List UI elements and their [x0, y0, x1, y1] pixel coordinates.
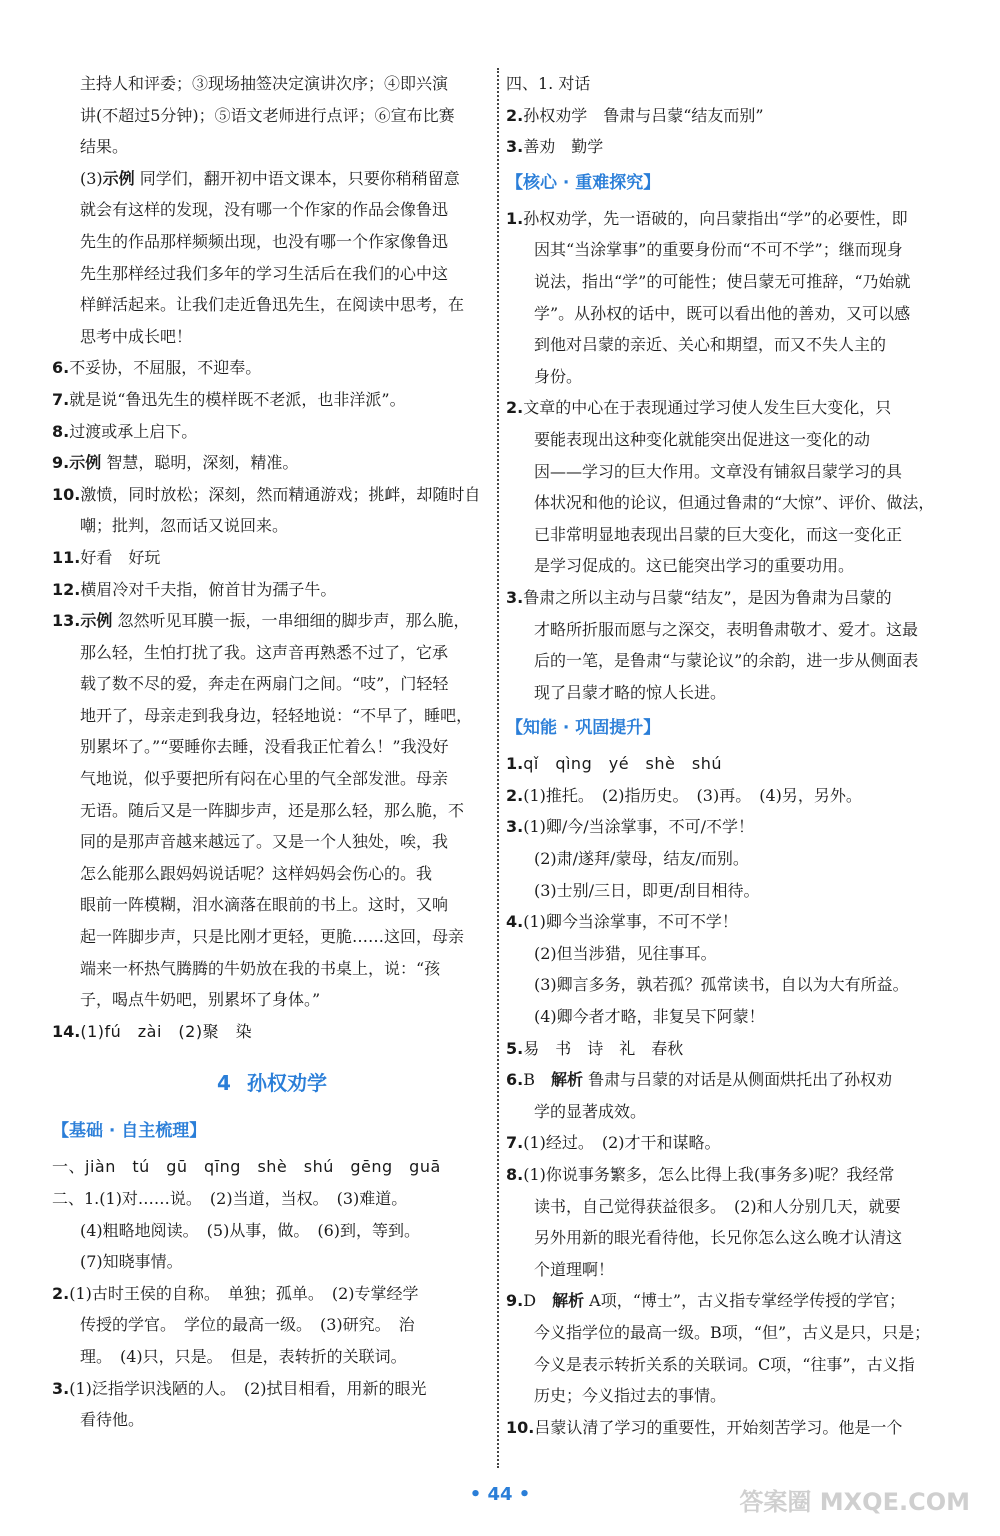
pinyin-line: 一、jiàn tú gū qīng shè shú gēng guā [52, 1157, 441, 1177]
text-line: 起一阵脚步声，只是比刚才更轻，更脆……这回，母亲 [80, 927, 465, 947]
text-line: 嘲；批判，忽而话又说回来。 [80, 516, 289, 536]
text-line: (3)士别/三日，即更/刮目相待。 [534, 880, 760, 900]
left-column [52, 68, 492, 1436]
text-line: 后的一笔，是鲁肃“与蒙论议”的余韵，进一步从侧面表 [534, 651, 919, 671]
text-line: 体状况和他的论议，但通过鲁肃的“大惊”、评价、做法， [534, 493, 935, 513]
text-line: 到他对吕蒙的亲近、关心和期望，而又不失人主的 [534, 335, 887, 355]
section-heading: 【核心 · 重难探究】 [506, 172, 661, 193]
answer-item: 3.(1)泛指学识浅陋的人。 (2)拭目相看，用新的眼光 [52, 1378, 427, 1398]
answer-item: 1.孙权劝学，先一语破的，向吕蒙指出“学”的必要性，即 [506, 208, 908, 228]
lesson-title: 4 孙权劝学 [217, 1071, 327, 1096]
answer-item: 10.激愤，同时放松；深刻，然而精通游戏；挑衅，却随时自 [52, 484, 481, 504]
text-line: 看待他。 [80, 1410, 145, 1430]
text-line: 无语。随后又是一阵脚步声，还是那么轻，那么脆，不 [80, 800, 465, 820]
text-line: 先生的作品那样频频出现，也没有哪一个作家像鲁迅 [80, 231, 449, 251]
answer-item: 5.易 书 诗 礼 春秋 [506, 1038, 684, 1058]
answer-item: 8.过渡或承上启下。 [52, 421, 198, 441]
answer-item: 9.D 解析 A项，“博士”，古义指专掌经学传授的学官； [506, 1291, 906, 1311]
answer-item: 2.文章的中心在于表现通过学习使人发生巨大变化，只 [506, 398, 892, 418]
section-heading: 【知能 · 巩固提升】 [506, 718, 661, 739]
text-line: 思考中成长吧！ [80, 326, 193, 346]
answer-item: 8.(1)你说事务繁多，怎么比得上我(事务多)呢？我经常 [506, 1165, 895, 1184]
text-line: 主持人和评委；③现场抽签决定演讲次序；④即兴演 [80, 74, 449, 93]
answer-item: 7.(1)经过。 (2)才干和谋略。 [506, 1133, 721, 1153]
text-line: (2)但当涉猎，见往事耳。 [534, 943, 717, 963]
column-divider [497, 68, 499, 1468]
answer-item: 10.吕蒙认清了学习的重要性，开始刻苦学习。他是一个 [506, 1417, 903, 1437]
text-line: 已非常明显地表现出吕蒙的巨大变化，而这一变化正 [534, 524, 903, 544]
text-line: 眼前一阵模糊，泪水滴落在眼前的书上。这时，又响 [80, 895, 449, 915]
text-line: 因其“当涂掌事”的重要身份而“不可不学”；继而现身 [534, 240, 903, 260]
answer-item: 1.qǐ qìng yé shè shú [506, 754, 722, 774]
answer-item: 3.善劝 勤学 [506, 137, 604, 157]
text-line: 身份。 [534, 366, 583, 386]
text-line: 今义指学位的最高一级。B项，“但”，古义是只，只是； [534, 1322, 931, 1342]
text-line: 怎么能那么跟妈妈说话呢？这样妈妈会伤心的。我 [80, 863, 433, 883]
text-line: 那么轻，生怕打扰了我。这声音再熟悉不过了，它承 [80, 642, 449, 662]
text-line: (4)卿今者才略，非复吴下阿蒙！ [534, 1007, 765, 1027]
answer-item: 7.就是说“鲁迅先生的模样既不老派，也非洋派”。 [52, 389, 406, 409]
text-line: 别累坏了。”“要睡你去睡，没看我正忙着么！”我没好 [80, 737, 449, 757]
answer-item: 9.示例 智慧，聪明，深刻，精准。 [52, 453, 299, 473]
text-line: 载了数不尽的爱，奔走在两扇门之间。“吱”，门轻轻 [80, 674, 449, 694]
answer-item: 6.不妥协，不屈服，不迎奉。 [52, 358, 262, 378]
text-line: 历史；今义指过去的事情。 [534, 1386, 727, 1406]
answer-item: 14.(1)fú zài (2)聚 染 [52, 1021, 253, 1041]
answer-item: 二、1.(1)对……说。 (2)当道，当权。 (3)难道。 [52, 1189, 408, 1208]
answer-item: 2.(1)古时王侯的自称。 单独；孤单。 (2)专掌经学 [52, 1283, 419, 1303]
page-number: • 44 • [469, 1484, 531, 1505]
text-line: 讲(不超过5分钟)；⑤语文老师进行点评；⑥宣布比赛 [80, 105, 455, 125]
text-line: 个道理啊！ [534, 1259, 615, 1279]
answer-item: 2.孙权劝学 鲁肃与吕蒙“结友而别” [506, 105, 764, 125]
text-line: 端来一杯热气腾腾的牛奶放在我的书桌上，说：“孩 [80, 958, 441, 978]
answer-item: 13.示例 忽然听见耳膜一振，一串细细的脚步声，那么脆， [52, 611, 470, 631]
text-line: 因——学习的巨大作用。文章没有铺叙吕蒙学习的具 [534, 461, 903, 481]
answer-item: 4.(1)卿今当涂掌事，不可不学！ [506, 912, 738, 932]
text-line: 是学习促成的。这已能突出学习的重要功用。 [534, 556, 855, 576]
text-line: (3)卿言多务，孰若孤？孤常读书，自以为大有所益。 [534, 975, 909, 995]
text-line: (4)粗略地阅读。 (5)从事，做。 (6)到，等到。 [80, 1220, 420, 1240]
text-line: 传授的学官。 学位的最高一级。 (3)研究。 治 [80, 1315, 415, 1335]
answer-item: 11.好看 好玩 [52, 547, 161, 567]
text-line: 现了吕蒙才略的惊人长进。 [534, 682, 727, 702]
answer-item: 3.(1)卿/今/当涂掌事，不可/不学！ [506, 817, 755, 837]
text-line: 结果。 [80, 137, 129, 157]
answer-item: (3)示例 同学们，翻开初中语文课本，只要你稍稍留意 [80, 168, 460, 188]
text-line: 说法，指出“学”的可能性；使吕蒙无可推辞，“乃始就 [534, 271, 911, 291]
text-line: 另外用新的眼光看待他，长兄你怎么这么晚才认清这 [534, 1228, 903, 1248]
text-line: 地开了，母亲走到我身边，轻轻地说：“不早了，睡吧， [80, 705, 473, 725]
text-line: 读书，自己觉得获益很多。 (2)和人分别几天，就要 [534, 1196, 901, 1216]
text-line: (2)肃/遂拜/蒙母，结友/而别。 [534, 849, 749, 869]
answer-item: 3.鲁肃之所以主动与吕蒙“结友”，是因为鲁肃为吕蒙的 [506, 587, 892, 607]
text-line: 才略所折服而愿与之深交，表明鲁肃敬才、爱才。这最 [534, 619, 919, 639]
text-line: 学的显著成效。 [534, 1101, 647, 1121]
text-line: (7)知晓事情。 [80, 1252, 183, 1272]
right-column [506, 68, 958, 1443]
text-line: 要能表现出这种变化就能突出促进这一变化的动 [534, 429, 871, 449]
text-line: 就会有这样的发现，没有哪一个作家的作品会像鲁迅 [80, 200, 449, 220]
text-line: 今义是表示转折关系的关联词。C项，“往事”，古义指 [534, 1354, 915, 1374]
section-heading: 【基础 · 自主梳理】 [52, 1121, 207, 1142]
answer-item: 6.B 解析 鲁肃与吕蒙的对话是从侧面烘托出了孙权劝 [506, 1070, 893, 1090]
text-line: 样鲜活起来。让我们走近鲁迅先生，在阅读中思考，在 [80, 295, 465, 315]
text-line: 子，喝点牛奶吧，别累坏了身体。” [80, 990, 321, 1010]
watermark: 答案圈 MXQE.COM [739, 1488, 970, 1516]
answer-item: 2.(1)推托。 (2)指历史。 (3)再。 (4)另，另外。 [506, 785, 862, 805]
text-line: 气地说，似乎要把所有闷在心里的气全部发泄。母亲 [80, 769, 449, 789]
text-line: 同的是那声音越来越远了。又是一个人独处，唉，我 [80, 832, 449, 852]
text-line: 先生那样经过我们多年的学习生活后在我们的心中这 [80, 263, 449, 283]
answer-item: 四、1. 对话 [506, 74, 591, 93]
answer-item: 12.横眉冷对千夫指，俯首甘为孺子牛。 [52, 579, 337, 599]
text-line: 学”。从孙权的话中，既可以看出他的善劝，又可以感 [534, 303, 911, 323]
text-line: 理。 (4)只，只是。 但是，表转折的关联词。 [80, 1346, 407, 1366]
